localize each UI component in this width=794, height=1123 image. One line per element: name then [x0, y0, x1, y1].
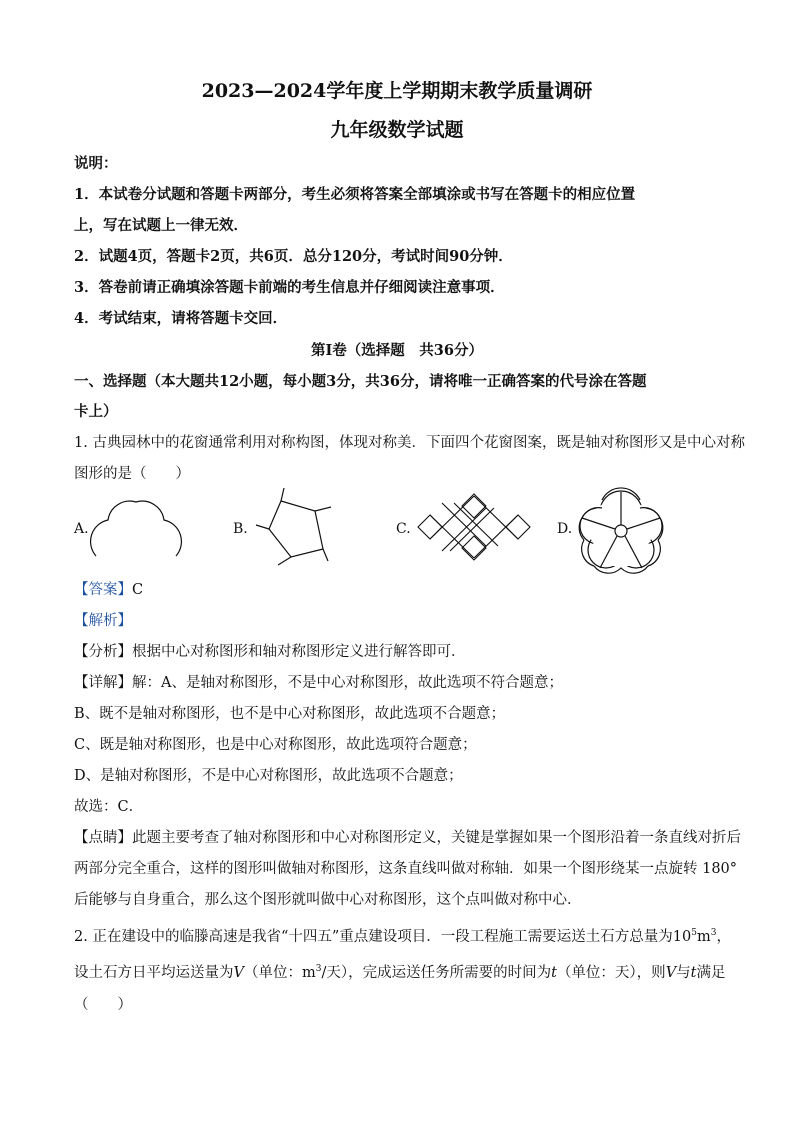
exam-title: 2023—2024学年度上学期期末教学质量调研 [201, 80, 593, 102]
option-a-label: A. [74, 521, 89, 537]
q2-line1 [74, 925, 731, 946]
instruction-item: 4．考试结束，请将答题卡交回． [74, 310, 288, 327]
q2-exponent: 5 [691, 928, 697, 939]
q1-stem-cont: 图形的是（ ） [74, 466, 190, 482]
exam-subtitle: 九年级数学试题 [330, 119, 464, 141]
q2-text: /天），完成运送任务所需要的时间为 [321, 965, 552, 981]
option-b-figure [250, 487, 340, 567]
q2-unit-exponent: 3 [315, 964, 322, 975]
xiangjie-text: 解：A、是轴对称图形，不是中心对称图形，故此选项不符合题意； [132, 675, 563, 691]
q2-text: 满足 [696, 965, 726, 981]
q2-text: 2. 正在建设中的临滕高速是我省“十四五”重点建设项目．一段工程施工需要运送土石方总量为 [74, 929, 673, 945]
q1-dianjing-3: 后能够与自身重合，那么这个图形就叫做中心对称图形，这个点叫做对称中心． [74, 892, 582, 908]
q1-stem: 1. 古典园林中的花窗通常利用对称构图，体现对称美．下面四个花窗图案，既是轴对称图形又是中心对称 [74, 435, 745, 451]
dianjing-text: 此题主要考查了轴对称图形和中心对称图形定义，关键是掌握如果一个图形沿着一条直线对折后 [132, 830, 741, 846]
q2-var-v: V [665, 965, 677, 981]
q1-choose: 故选：C． [74, 799, 144, 815]
instruction-item: 1．本试卷分试题和答题卡两部分，考生必须将答案全部填涂或书写在答题卡的相应位置 [74, 186, 636, 203]
answer-value: C [132, 582, 144, 598]
xiangjie-tag: 【详解】 [74, 675, 132, 691]
q1-answer [74, 578, 143, 599]
answer-tag: 【答案】 [74, 582, 132, 598]
q1-dianjing-2: 两部分完全重合，这样的图形叫做轴对称图形，这条直线叫做对称轴．如果一个图形绕某一点旋转 180° [74, 861, 738, 877]
q2-unit: m [301, 965, 316, 981]
instruction-item: 2．试题4页，答题卡2页，共6页．总分120分，考试时间90分钟． [74, 248, 513, 265]
part-title: 第Ⅰ卷（选择题 共36分） [311, 342, 483, 359]
q2-line3: （ ） [74, 997, 132, 1013]
q1-line-b: B、既不是轴对称图形，也不是中心对称图形，故此选项不合题意； [74, 706, 506, 722]
q1-fenxi [74, 640, 466, 661]
q2-var-v: V [233, 965, 244, 981]
section-heading-cont: 卡上） [74, 403, 118, 420]
option-c-figure [414, 494, 534, 560]
q1-dianjing [74, 826, 741, 847]
option-d-label: D. [557, 521, 573, 537]
dianjing-tag: 【点睛】 [74, 830, 132, 846]
q2-var-t: t [551, 965, 557, 981]
option-c-label: C. [396, 521, 411, 537]
q2-var-t: t [690, 965, 697, 981]
option-d-figure [576, 484, 666, 572]
q1-analysis [74, 609, 132, 630]
q1-xiangjie [74, 671, 563, 692]
q2-number: 10 [672, 929, 692, 945]
instruction-item: 上，写在试题上一律无效． [74, 217, 248, 234]
section-heading: 一、选择题（本大题共12小题，每小题3分，共36分，请将唯一正确答案的代号涂在答题 [74, 373, 647, 390]
q2-text: 与 [676, 965, 691, 981]
q1-line-c: C、既是轴对称图形，也是中心对称图形，故此选项符合题意； [74, 737, 477, 753]
option-a-figure [88, 494, 184, 560]
q2-unit: m [696, 929, 711, 945]
q2-line2 [74, 961, 726, 982]
instruction-item: 3．答卷前请正确填涂答题卡前端的考生信息并仔细阅读注意事项． [74, 279, 505, 296]
q2-text: 设土石方日平均运送量为 [74, 965, 234, 981]
fenxi-text: 根据中心对称图形和轴对称图形定义进行解答即可． [132, 644, 466, 660]
fenxi-tag: 【分析】 [74, 644, 132, 660]
option-b-label: B. [233, 521, 248, 537]
analysis-tag: 【解析】 [74, 613, 132, 629]
q2-punct: ， [716, 929, 731, 945]
q2-text: （单位：天），则 [556, 965, 666, 981]
q2-text: （单位： [243, 965, 302, 981]
q2-unit-exponent: 3 [710, 928, 717, 939]
instructions-heading: 说明： [74, 155, 118, 172]
q1-line-d: D、是轴对称图形，不是中心对称图形，故此选项不合题意； [74, 768, 463, 784]
